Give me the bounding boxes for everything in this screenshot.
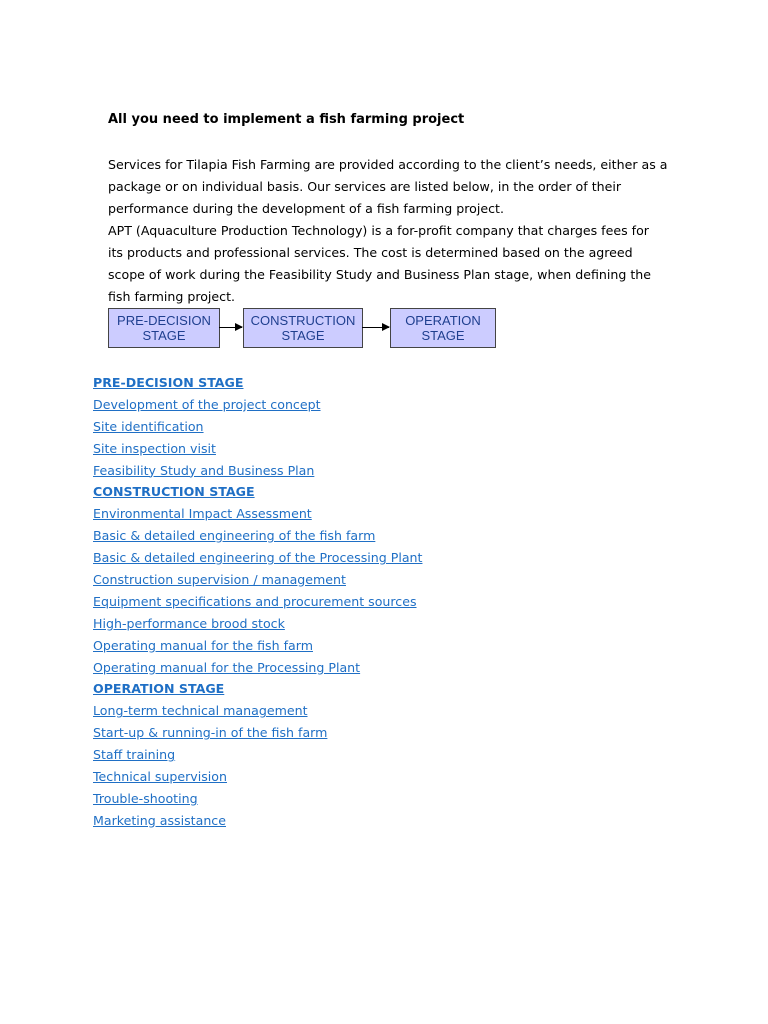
stage-box-label: STAGE (421, 328, 465, 343)
list-item (93, 416, 422, 438)
construction-stage-box (243, 308, 363, 348)
list-item (93, 569, 422, 591)
service-link[interactable]: Start-up & running-in of the fish farm (93, 725, 328, 741)
list-item (93, 547, 422, 569)
service-link[interactable]: Operating manual for the fish farm (93, 637, 313, 653)
list-item (93, 591, 422, 613)
flow-arrow (219, 327, 242, 328)
stage-box-label: CONSTRUCTION (250, 313, 356, 328)
list-item (93, 481, 422, 503)
list-item (93, 744, 422, 766)
service-link[interactable]: Trouble-shooting (93, 790, 198, 806)
list-item (93, 372, 422, 394)
service-link[interactable]: Development of the project concept (93, 396, 321, 412)
list-item (93, 503, 422, 525)
list-item (93, 678, 422, 700)
service-link[interactable]: Basic & detailed engineering of the Processing Plant (93, 550, 423, 566)
stage-box-label: STAGE (281, 328, 325, 343)
intro-paragraph (108, 154, 678, 308)
stage-box-label: STAGE (142, 328, 186, 343)
stage-heading-link[interactable]: OPERATION STAGE (93, 681, 225, 697)
paragraph-line: APT (Aquaculture Production Technology) is a for-profit company that charges fees for (108, 223, 649, 238)
list-item (93, 460, 422, 482)
list-item (93, 657, 422, 679)
document-title: All you need to implement a fish farming project (108, 112, 465, 127)
flow-arrow (362, 327, 389, 328)
stage-flow-diagram (108, 308, 500, 350)
paragraph-line: scope of work during the Feasibility Study and Business Plan stage, when defining the (108, 267, 652, 282)
service-link[interactable]: Environmental Impact Assessment (93, 506, 312, 522)
arrow-head-icon (235, 323, 243, 331)
stage-box-label: PRE-DECISION (117, 313, 211, 328)
service-link[interactable]: Technical supervision (93, 769, 227, 785)
service-link[interactable]: Construction supervision / management (93, 572, 346, 588)
list-item (93, 810, 422, 832)
list-item (93, 525, 422, 547)
list-item (93, 766, 422, 788)
paragraph-line: Services for Tilapia Fish Farming are provided according to the client’s needs, either as a (108, 157, 668, 172)
service-links-list (93, 372, 422, 832)
list-item (93, 635, 422, 657)
operation-stage-box (390, 308, 496, 348)
stage-box-label: OPERATION (405, 313, 481, 328)
list-item (93, 700, 422, 722)
service-link[interactable]: Feasibility Study and Business Plan (93, 462, 315, 478)
list-item (93, 613, 422, 635)
list-item (93, 722, 422, 744)
paragraph-line: fish farming project. (108, 289, 236, 304)
paragraph-line: performance during the development of a fish farming project. (108, 201, 504, 216)
arrow-head-icon (382, 323, 390, 331)
service-link[interactable]: Operating manual for the Processing Plant (93, 659, 361, 675)
paragraph-line: package or on individual basis. Our services are listed below, in the order of their (108, 179, 622, 194)
list-item (93, 788, 422, 810)
stage-heading-link[interactable]: CONSTRUCTION STAGE (93, 484, 255, 500)
stage-heading-link[interactable]: PRE-DECISION STAGE (93, 375, 244, 390)
service-link[interactable]: Equipment specifications and procurement sources (93, 593, 417, 609)
service-link[interactable]: Site inspection visit (93, 440, 216, 456)
service-link[interactable]: Site identification (93, 418, 204, 434)
pre-decision-stage-box (108, 308, 220, 348)
service-link[interactable]: High-performance brood stock (93, 615, 285, 631)
list-item (93, 438, 422, 460)
service-link[interactable]: Staff training (93, 747, 176, 763)
list-item (93, 394, 422, 416)
paragraph-line: its products and professional services. The cost is determined based on the agreed (108, 245, 633, 260)
service-link[interactable]: Long-term technical management (93, 703, 308, 719)
service-link[interactable]: Marketing assistance (93, 812, 226, 828)
service-link[interactable]: Basic & detailed engineering of the fish farm (93, 528, 376, 544)
